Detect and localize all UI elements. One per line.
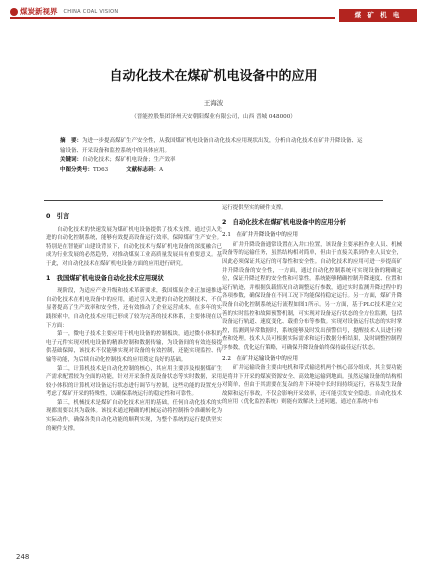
abstract-divider xyxy=(44,200,383,201)
paragraph: 第二，计算机技术是自动化控制的核心，其应用主要涉及根据煤矿生产需求配置较为全面的功能，针对开采条件及设备状态等实时数据，采用较小体积的计算机对设备运行状态进行调节与控制，这些功能的设置充分考虑了煤矿开采的特殊性，以确保系统运行的稳定性和可靠性。 xyxy=(46,365,222,398)
keywords xyxy=(60,156,367,166)
paragraph: 现阶段，为适应产业升级和技术革新要求，我国煤炭企业正加速推进自动化技术在机电设备中的应用，通过引入先进的自动化控制技术，不仅显著提高了生产效率和安全性，还有效推动了企业运营成本，在多年的实践探索中，自动化技术应用已形成了较为完善的技术体系，主要体现在以下方面： xyxy=(46,288,222,329)
abstract-label: 摘 要： xyxy=(60,138,83,144)
article-title: 自动化技术在煤矿机电设备中的应用 xyxy=(109,69,318,84)
logo-mark-icon xyxy=(10,8,18,16)
paragraph: 矿井运输设备主要由电机和带式输送机两个核心部分组成，其主要功能是将井下开采的煤炭资源安全、高效地运输到地面。虽然运输设备的结构相对简单，但由于其需要在复杂的井下环境中长时间持续运行，容易发生设备故障和运行事故，不仅会影响开采效率，还可能引发安全隐患。自动化技术的应用（优化监控系统）则能有效解决上述问题，通过在系统中布 xyxy=(222,365,402,406)
classification-line xyxy=(60,166,367,176)
paragraph-continuation: 运行提供坚实的硬件支撑。 xyxy=(222,205,287,211)
journal-brand xyxy=(10,6,118,17)
paragraph: 矿井升降设备通常设置在入井口位置，该设备主要承担作业人员、机械设备等的运输任务，虽然结构相对简单，但由于直接关系到作业人员安全，因此必须保证其运行的可靠性和安全性。自动化技术的应用可进一步提高矿井升降设备的安全性，一方面，通过自动化控制系统可实现设备的精确定位，保证升降过程的安全性和可靠性。系统能够精确控制升降速度、位置和运行轨迹，并根据负载情况自动调整运行参数，通过实时监测升降过程中的各项参数，确保设备在不同工况下均能保持稳定运行。另一方面，煤矿升降设备自动化控制系统运行流程如图1所示。另一方面，基于PLC技术建立完善的实时监控和故障预警机制，可实现对设备运行状态的全方位监测，包括设备运行轨道、速度变化、载重分布等参数。实现对设备运行状态的实时掌控，监测到异常数据时，系统能够及时发出预警信号，提醒技术人员进行检查和处理。技术人员可根据实际需求和运行数据分析结果，及时调整控制程序参数，优化运行策略，可确保升降设备始终保持最佳运行状态。 xyxy=(222,241,402,351)
paragraph: 第三，机械技术是煤矿自动化技术应用的基础，任何自动化技术的实现都需要以其为载体。该技术通过精确的机械运动将控制指令准确转化为实际动作，确保各类自动化功能的顺利实现，为整个系统的运行提供坚实的硬件支撑。 xyxy=(46,399,222,432)
right-column xyxy=(222,204,402,407)
section-heading: 1 我国煤矿机电设备自动化技术应用现状 xyxy=(46,274,164,282)
abstract-block xyxy=(60,137,367,175)
article-author: 王海波 xyxy=(203,99,224,107)
doc-code: 文献标志码：A xyxy=(126,166,164,173)
article-affiliation: （晋能控股集团泽州天安朝阳煤业有限公司，山西 晋城 048000） xyxy=(131,114,296,120)
section-heading: 0 引言 xyxy=(46,213,70,220)
keywords-label: 关键词： xyxy=(60,157,83,163)
abstract xyxy=(60,137,367,156)
header-rule xyxy=(10,17,335,19)
journal-header xyxy=(0,0,427,24)
subsection-heading: 2.1 在矿井升降设备中的应用 xyxy=(222,232,299,239)
paragraph: 第一，微电子技术主要应用于机电设备的控制板块，通过微小体积的电子元件实现对机电设备的精准控制和数据传输，为设备间的有效连接提供基础保障，该技术不仅能够实现对设备的有效控制，还能实现监控、传输等功能，为后续自动化控制技术的应用奠定良好的基础。 xyxy=(46,331,222,363)
subsection-heading: 2.2 在矿井运输设备中的应用 xyxy=(222,355,299,362)
clc-code: 中图分类号：TD63 xyxy=(60,166,109,173)
paragraph: 自动化技术的快速发展为煤矿机电设备提供了技术支撑，通过引入先进的自动化控制系统，能够有效提高设备运行效率，保障煤矿生产安全。特别是在智能矿山建设背景下，自动化技术与煤矿机电设备的深度融合已成为行业发展的必然趋势，对推动煤炭工业高质量发展具有重要意义。基于此，对自动化技术在煤矿机电设备方面的应用进行研究。 xyxy=(46,226,222,267)
journal-logo: 煤炭新视界 xyxy=(10,6,58,17)
section-tag: 煤 矿 机 电 xyxy=(339,9,417,22)
left-column xyxy=(46,207,222,433)
journal-english-name: CHINA COAL VISION xyxy=(63,8,119,15)
abstract-text: 为进一步提高煤矿生产安全性，从我国煤矿机电设备自动化技术应用现状出发，分析自动化技术在矿井升降设备、运输设备、开采设备和监控系统中的具体应用。 xyxy=(60,138,363,154)
page-number: 248 xyxy=(16,553,30,561)
keywords-text: 自动化技术；煤矿机电设备；生产效率 xyxy=(82,157,176,163)
section-heading: 2 自动化技术在煤矿机电设备中的应用分析 xyxy=(222,218,347,226)
